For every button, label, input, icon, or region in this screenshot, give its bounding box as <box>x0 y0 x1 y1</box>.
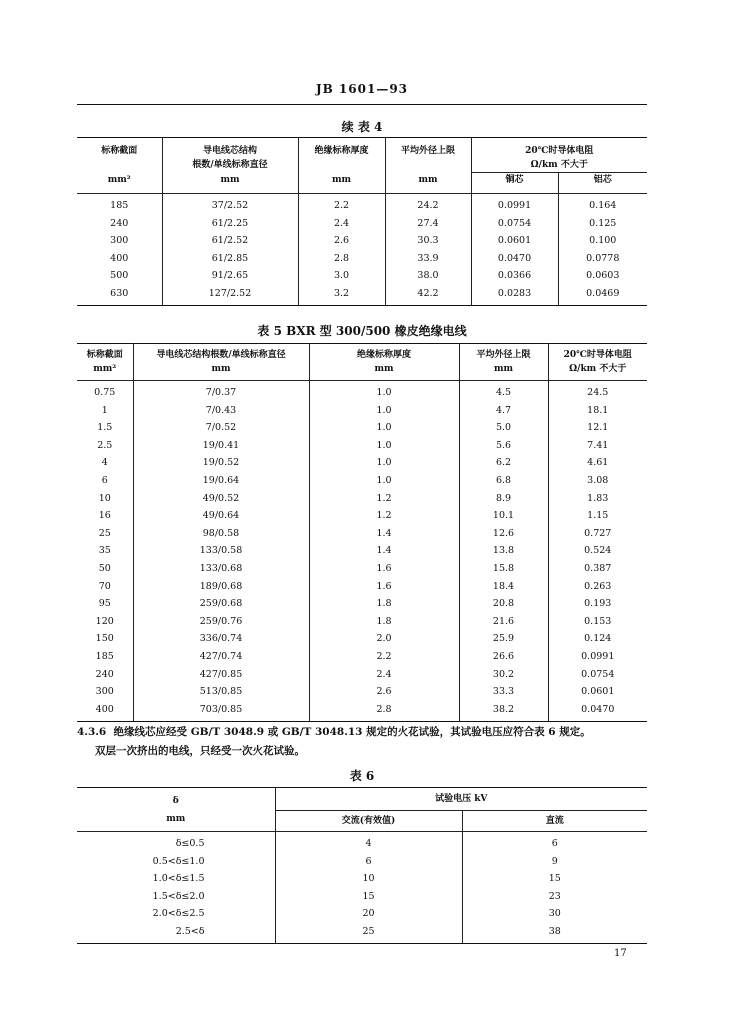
table-cell: 0.0603 <box>586 270 620 281</box>
table-cell: 3.0 <box>298 267 385 285</box>
table-cell: 2.8 <box>298 250 385 268</box>
table-cell: 0.0778 <box>586 252 620 264</box>
table-cell: 15 <box>548 873 561 884</box>
table-cell: 1.83 <box>587 492 609 504</box>
table-cell: 1.6 <box>309 578 459 596</box>
table-cell: 3.2 <box>298 285 385 306</box>
table-cell: 10 <box>275 870 462 888</box>
t6-h-delta-unit: mm <box>77 811 275 832</box>
table-cell: 91/2.65 <box>162 267 298 285</box>
table-cell: 30.3 <box>385 232 471 250</box>
table-cell: 1.0 <box>309 454 459 472</box>
table-cell: 61/2.52 <box>162 232 298 250</box>
clause-4-3-6 <box>77 723 677 761</box>
table-cell: 133/0.68 <box>133 560 309 578</box>
table-cell: 1.5<δ≤2.0 <box>77 888 275 906</box>
t4-h-resistance-unit: Ω/km 不大于 <box>530 160 588 170</box>
table-cell: 2.0 <box>309 630 459 648</box>
table-cell: 7/0.52 <box>133 419 309 437</box>
table-cell: 1.0<δ≤1.5 <box>77 870 275 888</box>
header-rule <box>77 104 647 105</box>
table-cell: 0.0754 <box>471 215 558 233</box>
table-row <box>77 454 647 472</box>
table-cell: 4 <box>275 832 462 853</box>
page-number: 17 <box>614 948 627 959</box>
table-cell: 2.5<δ <box>77 923 275 944</box>
table-row <box>77 853 647 871</box>
table-row <box>77 666 647 684</box>
t5-h-insulation: 绝缘标称厚度 <box>309 344 459 363</box>
table-cell: 18.4 <box>459 578 548 596</box>
table-row <box>77 285 647 306</box>
table-cell: 2.4 <box>298 215 385 233</box>
table-cell: 5.6 <box>459 437 548 455</box>
t4-h-insulation-unit: mm <box>298 173 385 194</box>
table-cell: 10 <box>77 490 133 508</box>
table-cell: 0.0283 <box>471 285 558 306</box>
table-row <box>77 923 647 944</box>
t4-h-diameter: 平均外径上限 <box>385 138 471 159</box>
table-cell: 0.164 <box>589 200 617 211</box>
table-cell: 7.41 <box>587 439 609 451</box>
t4-h-conductor: 导电线芯结构 <box>162 138 298 159</box>
table-row <box>77 381 647 402</box>
table-row <box>77 701 647 722</box>
table-cell: 189/0.68 <box>133 578 309 596</box>
table-cell: 2.5 <box>77 437 133 455</box>
table-cell: 150 <box>77 630 133 648</box>
table-row <box>77 215 647 233</box>
table-cell: 6 <box>275 853 462 871</box>
table-cell: 33.3 <box>459 683 548 701</box>
table-cell: 37/2.52 <box>162 194 298 215</box>
table-cell: 0.75 <box>77 381 133 402</box>
table-cell: 25 <box>275 923 462 944</box>
table-cell: 2.8 <box>309 701 459 722</box>
table-cell: 0.263 <box>584 580 612 592</box>
table-cell: 240 <box>77 215 162 233</box>
table-cell: 336/0.74 <box>133 630 309 648</box>
table5-caption: 表 5 BXR 型 300/500 橡皮绝缘电线 <box>257 324 467 338</box>
table-cell: 25 <box>77 525 133 543</box>
table-cell: 1.2 <box>309 490 459 508</box>
table-cell: 19/0.41 <box>133 437 309 455</box>
t6-h-ac: 交流(有效值) <box>275 811 462 832</box>
table-cell: 259/0.76 <box>133 613 309 631</box>
table-cell: 12.1 <box>587 422 609 434</box>
table-cell: 0.125 <box>589 217 617 229</box>
t6-h-voltage: 试验电压 kV <box>275 788 647 811</box>
t5-h-insulation-unit: mm <box>309 362 459 381</box>
table-cell: 240 <box>77 666 133 684</box>
t6-h-delta: δ <box>77 788 275 811</box>
table-cell: 20 <box>275 905 462 923</box>
table-cell: 2.6 <box>298 232 385 250</box>
table-row <box>77 905 647 923</box>
table-row <box>77 267 647 285</box>
table-cell: 0.0366 <box>471 267 558 285</box>
table-cell: 95 <box>77 595 133 613</box>
t5-h-diameter-unit: mm <box>459 362 548 381</box>
table-cell: 400 <box>77 701 133 722</box>
table-row <box>77 507 647 525</box>
clause-text-line2: 双层一次挤出的电线，只经受一次火花试验。 <box>95 745 305 757</box>
table-cell: 133/0.58 <box>133 542 309 560</box>
table-cell: 49/0.64 <box>133 507 309 525</box>
table-cell: 0.124 <box>584 633 612 645</box>
table-cell: 38 <box>462 923 647 944</box>
t4-h-section: 标称截面 <box>77 138 162 159</box>
table-cell: 1.15 <box>587 510 609 522</box>
t4-h-section-unit: mm² <box>77 173 162 194</box>
table-cell: 1.8 <box>309 613 459 631</box>
table-cell: 0.0470 <box>548 701 647 722</box>
table-row <box>77 613 647 631</box>
table4 <box>77 137 647 306</box>
table-cell: 18.1 <box>587 404 609 416</box>
t6-h-dc: 直流 <box>462 811 647 832</box>
t4-h-resistance: 20℃时导体电阻 <box>471 138 647 159</box>
table-cell: 4.7 <box>459 402 548 420</box>
table-row <box>77 250 647 268</box>
t4-h-diameter-unit: mm <box>385 173 471 194</box>
table-cell: 50 <box>77 560 133 578</box>
table-cell: 19/0.52 <box>133 454 309 472</box>
table-cell: 0.153 <box>584 615 612 627</box>
table-row <box>77 490 647 508</box>
table-row <box>77 194 647 215</box>
table-cell: 30.2 <box>459 666 548 684</box>
table-cell: 0.5<δ≤1.0 <box>77 853 275 871</box>
table-cell: 300 <box>77 232 162 250</box>
table-cell: 127/2.52 <box>162 285 298 306</box>
table-cell: 26.6 <box>459 648 548 666</box>
table-cell: 24.2 <box>385 194 471 215</box>
table-cell: 98/0.58 <box>133 525 309 543</box>
table-cell: 8.9 <box>459 490 548 508</box>
table-row <box>77 683 647 701</box>
table-cell: 0.0470 <box>471 250 558 268</box>
table6 <box>77 787 647 944</box>
table-cell: 49/0.52 <box>133 490 309 508</box>
t4-h-conductor-unit: mm <box>162 173 298 194</box>
table-cell: 1.0 <box>309 419 459 437</box>
table-cell: 630 <box>77 285 162 306</box>
table-cell: 16 <box>77 507 133 525</box>
table-cell: 15.8 <box>459 560 548 578</box>
table-cell: 19/0.64 <box>133 472 309 490</box>
table-cell: 0.0601 <box>471 232 558 250</box>
table-cell: 1.4 <box>309 542 459 560</box>
table-cell: 427/0.74 <box>133 648 309 666</box>
table-cell: 400 <box>77 250 162 268</box>
table-cell: 10.1 <box>459 507 548 525</box>
table-cell: 2.4 <box>309 666 459 684</box>
t5-h-section-unit: mm² <box>77 362 133 381</box>
table-cell: 0.387 <box>584 562 612 574</box>
clause-number: 4.3.6 <box>77 726 107 738</box>
table-cell: 4 <box>77 454 133 472</box>
table-row <box>77 832 647 853</box>
table-cell: 7/0.43 <box>133 402 309 420</box>
t5-h-diameter: 平均外径上限 <box>459 344 548 363</box>
t4-h-insulation: 绝缘标称厚度 <box>298 138 385 159</box>
table-cell: 38.0 <box>385 267 471 285</box>
table-cell: 2.2 <box>298 194 385 215</box>
table-cell: 27.4 <box>385 215 471 233</box>
table-row <box>77 437 647 455</box>
table5 <box>77 343 647 722</box>
table-row <box>77 630 647 648</box>
table-cell: 6.2 <box>459 454 548 472</box>
table-cell: 513/0.85 <box>133 683 309 701</box>
clause-text-line1: 绝缘线芯应经受 GB/T 3048.9 或 GB/T 3048.13 规定的火花试验，其试验电压应符合表 6 规定。 <box>113 726 591 738</box>
table-cell: 703/0.85 <box>133 701 309 722</box>
table-cell: 0.727 <box>584 527 612 539</box>
table-cell: 35 <box>77 542 133 560</box>
table-cell: 6.8 <box>459 472 548 490</box>
table-cell: 70 <box>77 578 133 596</box>
table-cell: 1 <box>77 402 133 420</box>
table-cell: 2.2 <box>309 648 459 666</box>
table-row <box>77 888 647 906</box>
table-row <box>77 648 647 666</box>
table-cell: 1.0 <box>309 472 459 490</box>
table-cell: 15 <box>275 888 462 906</box>
table-cell: 42.2 <box>385 285 471 306</box>
table-row <box>77 232 647 250</box>
table-cell: 0.0991 <box>581 650 615 662</box>
table-cell: 0.0469 <box>558 285 647 306</box>
table-row <box>77 578 647 596</box>
table-row <box>77 402 647 420</box>
table-row <box>77 472 647 490</box>
table-row <box>77 542 647 560</box>
table-row <box>77 560 647 578</box>
table-cell: 1.8 <box>309 595 459 613</box>
table-cell: 30 <box>548 908 561 919</box>
table-cell: 61/2.25 <box>162 215 298 233</box>
table-cell: 1.0 <box>309 402 459 420</box>
table-cell: 1.0 <box>309 437 459 455</box>
table6-caption: 表 6 <box>349 769 375 783</box>
table4-caption: 续 表 4 <box>341 120 383 134</box>
table-row <box>77 525 647 543</box>
table-cell: 2.6 <box>309 683 459 701</box>
table-cell: 1.4 <box>309 525 459 543</box>
table-cell: 33.9 <box>385 250 471 268</box>
table-cell: 23 <box>548 890 561 902</box>
t5-h-conductor: 导电线芯结构根数/单线标称直径 <box>133 344 309 363</box>
table-cell: 25.9 <box>459 630 548 648</box>
table-cell: 1.5 <box>77 419 133 437</box>
table-cell: 6 <box>77 472 133 490</box>
t4-h-copper: 铜芯 <box>471 173 558 194</box>
document-code: JB 1601—93 <box>315 82 409 96</box>
table-cell: 0.0601 <box>581 686 615 698</box>
table-cell: 13.8 <box>459 542 548 560</box>
table-cell: 12.6 <box>459 525 548 543</box>
table-cell: 500 <box>77 267 162 285</box>
table-row <box>77 595 647 613</box>
table-cell: 0.0991 <box>471 194 558 215</box>
t5-h-resistance: 20℃时导体电阻 <box>548 344 647 363</box>
table-cell: 1.2 <box>309 507 459 525</box>
table-row <box>77 870 647 888</box>
table-cell: 2.0<δ≤2.5 <box>77 905 275 923</box>
t4-h-conductor-sub: 根数/单线标称直径 <box>162 158 298 173</box>
table-cell: 0.193 <box>584 598 612 610</box>
table-cell: 1.0 <box>309 381 459 402</box>
table-cell: 185 <box>77 648 133 666</box>
table-cell: 3.08 <box>587 474 609 486</box>
table-cell: 7/0.37 <box>133 381 309 402</box>
t5-h-section: 标称截面 <box>77 344 133 363</box>
table-cell: 6 <box>551 838 558 849</box>
table-cell: 9 <box>551 855 558 867</box>
table-row <box>77 419 647 437</box>
table-cell: 4.61 <box>587 457 609 469</box>
table-cell: 185 <box>77 194 162 215</box>
t5-h-conductor-unit: mm <box>133 362 309 381</box>
table-cell: 0.100 <box>589 235 617 246</box>
table-cell: 4.5 <box>459 381 548 402</box>
table-cell: 38.2 <box>459 701 548 722</box>
table-cell: 21.6 <box>459 613 548 631</box>
t5-h-resistance-unit: Ω/km 不大于 <box>548 362 647 381</box>
table-cell: 20.8 <box>459 595 548 613</box>
table-cell: 427/0.85 <box>133 666 309 684</box>
t4-h-aluminum: 铝芯 <box>558 173 647 194</box>
table-cell: 24.5 <box>587 387 609 398</box>
table-cell: 120 <box>77 613 133 631</box>
table-cell: 300 <box>77 683 133 701</box>
table-cell: 259/0.68 <box>133 595 309 613</box>
table-cell: 0.0754 <box>581 668 615 680</box>
table-cell: 0.524 <box>584 545 612 557</box>
table-cell: 1.6 <box>309 560 459 578</box>
table-cell: δ≤0.5 <box>77 832 275 853</box>
table-cell: 61/2.85 <box>162 250 298 268</box>
table-cell: 5.0 <box>459 419 548 437</box>
